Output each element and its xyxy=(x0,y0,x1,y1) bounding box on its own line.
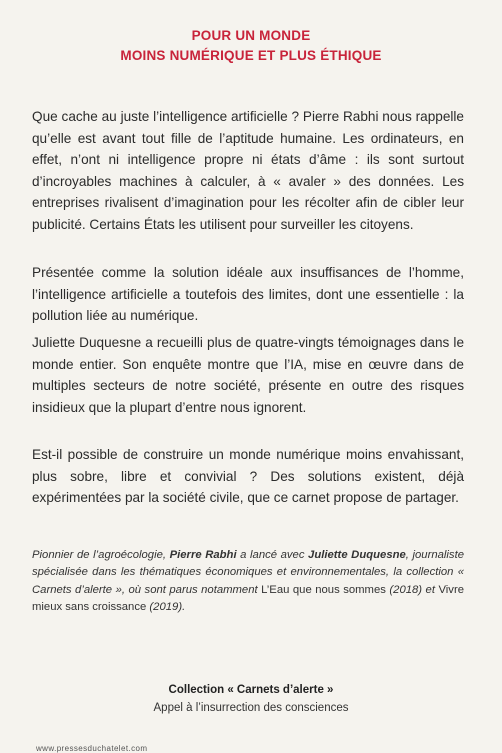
book-title-vivre-mieux: Vivre mieux sans croissance xyxy=(32,583,464,614)
author-name-juliette-duquesne: Juliette Duquesne xyxy=(308,549,406,561)
headline-line-1: POUR UN MONDE xyxy=(191,28,311,43)
paragraph-intro: Que cache au juste l’intelligence artificielle ? Pierre Rabhi nous rappelle qu’elle est avant tout fille de l’aptitude humaine. Les ordinateurs, en effet, n’ont ni intelligence propre ni états d’âme : ils sont surtout d’incroyables machines à calculer, à « avaler » des données. Les entreprises rivalisent d’imagination pour les récolter afin de cibler leur publicité. Certains États les utilisent pour surveiller les citoyens. xyxy=(32,109,464,232)
book-title-eau: L’Eau que nous sommes xyxy=(261,583,386,596)
bio-text-2: a lancé avec xyxy=(236,549,309,561)
author-bio xyxy=(32,547,464,617)
headline-line-2: MOINS NUMÉRIQUE ET PLUS ÉTHIQUE xyxy=(120,48,382,63)
paragraph-limits: Présentée comme la solution idéale aux insuffisances de l’homme, l’intelligence artificielle a toutefois des limites, dont une essentielle : la pollution liée au numérique. xyxy=(32,265,464,324)
bio-text-1: Pionnier de l’agroécologie, xyxy=(32,549,170,561)
publisher-url: www.pressesduchatelet.com xyxy=(36,744,148,753)
collection-info xyxy=(0,681,502,717)
headline xyxy=(0,26,502,66)
collection-tagline: Appel à l’insurrection des consciences xyxy=(153,702,349,714)
author-name-pierre-rabhi: Pierre Rabhi xyxy=(169,549,237,561)
bio-text-5: (2019). xyxy=(146,601,186,614)
bio-text-4: (2018) et xyxy=(385,583,439,596)
paragraph-investigation: Juliette Duquesne a recueilli plus de quatre-vingts témoignages dans le monde entier. Son enquête montre que l’IA, mise en œuvre dans de multiples secteurs de notre société, présente en outre des risques insidieux que la plupart d’entre nous ignorent. xyxy=(32,335,464,415)
collection-name: Collection « Carnets d’alerte » xyxy=(168,684,334,696)
bio-text-3: , journaliste spécialisée dans les thématiques économiques et environnementales, la collection « Carnets d’alerte », où sont parus notamment xyxy=(32,549,464,596)
paragraph-solutions: Est-il possible de construire un monde numérique moins envahissant, plus sobre, libre et convivial ? Des solutions existent, déjà expérimentées par la société civile, que ce carnet propose de partager. xyxy=(32,447,464,506)
